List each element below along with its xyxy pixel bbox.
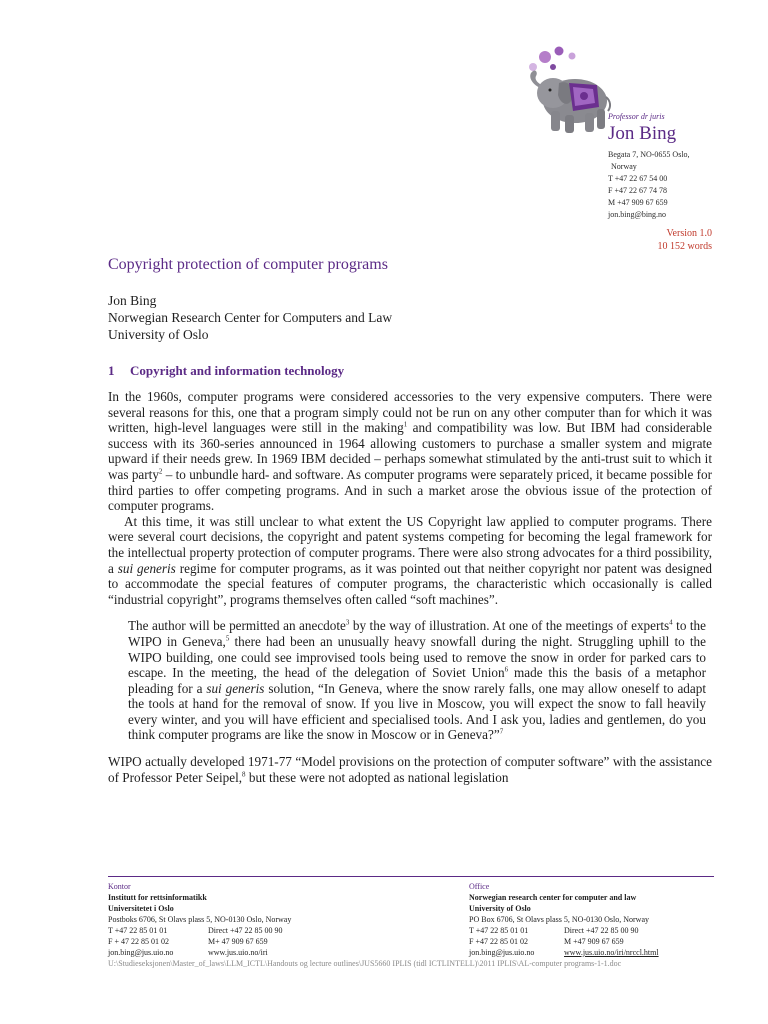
footnote-ref-3[interactable]: 3	[345, 618, 350, 627]
section-heading	[108, 363, 344, 379]
footer-university: University of Oslo	[469, 904, 531, 913]
footer-fax: F +47 22 85 01 02	[469, 937, 528, 946]
footnote-ref-1[interactable]: 1	[403, 420, 408, 429]
footer-mobile: M +47 909 67 659	[564, 937, 624, 946]
email-link[interactable]: jon.bing@bing.no	[608, 210, 667, 219]
footer-heading: Office	[469, 882, 490, 891]
file-path: U:\Studieseksjonen\Master_of_laws\LLM_ICTL\Handouts og lecture outlines\JUS5660 IPLIS (tidl ICTLINTELL)\2011 IPLIS\AL-computer programs-1-1.doc	[108, 959, 622, 968]
elephant-logo-icon	[503, 45, 615, 137]
author-university: University of Oslo	[108, 327, 209, 342]
letterhead	[608, 111, 690, 221]
paragraph-3: WIPO actually developed 1971-77 “Model provisions on the protection of computer software” with the assistance of Professor Peter Seipel,$^8$ but these were not adopted as national legislation	[108, 754, 712, 785]
phone-m: M +47 909 67 659	[608, 198, 668, 207]
footer-english	[469, 881, 719, 958]
block-quote: The author will be permitted an anecdote$^3$ by the way of illustration. At one of the meetings of experts$^4$ to the WIPO in Geneva,$^5$ there had been an unusually heavy snowfall during the night. Struggling uphill to the WIPO building, one could see improvised tools being used to remove the snow in order for parked cars to escape. In the meeting, the head of the delegation of Soviet Union$^6$ made this the basis of a metaphor pleading for a sui generis solution, “In Geneva, where the snow rarely falls, one may allow oneself to adapt the tools at hand for the removal of snow. If you live in Moscow, you will expect the snow to fall heavily every winter, and you will have efficient and specialised tools. And I ask you, ladies and gentlemen, do you think computer programs are like the snow in Moscow or in Geneva?”$^7$	[128, 618, 707, 743]
author-name: Jon Bing	[108, 293, 157, 308]
address-country: Norway	[611, 162, 637, 171]
footer-phone: T +47 22 85 01 01	[469, 926, 529, 935]
body-text	[108, 389, 712, 785]
footer-direct: Direct +47 22 85 00 90	[564, 926, 639, 935]
version-info	[658, 227, 712, 253]
professor-name: Jon Bing	[608, 123, 677, 144]
footnote-ref-2[interactable]: 2	[158, 467, 163, 476]
phone-t: T +47 22 67 54 00	[608, 174, 668, 183]
footer-address: PO Box 6706, St Olavs plass 5, NO-0130 Oslo, Norway	[469, 915, 649, 924]
author-block	[108, 292, 392, 343]
phone-f: F +47 22 67 74 78	[608, 186, 667, 195]
footer-divider	[108, 876, 714, 877]
footnote-ref-4[interactable]: 4	[669, 618, 673, 627]
footer-phone: T +47 22 85 01 01	[108, 926, 168, 935]
word-count: 10 152 words	[657, 241, 712, 252]
footer-email-link[interactable]: jon.bing@jus.uio.no	[469, 948, 535, 957]
footer-direct: Direct +47 22 85 00 90	[208, 926, 283, 935]
document-title: Copyright protection of computer programs	[108, 256, 388, 273]
footer-university: Universitetet i Oslo	[108, 904, 174, 913]
section-title: Copyright and information technology	[130, 363, 345, 378]
professor-title: Professor dr juris	[608, 112, 665, 121]
footer-fax: F + 47 22 85 01 02	[108, 937, 169, 946]
footer-address: Postboks 6706, St Olavs plass 5, NO-0130 Oslo, Norway	[108, 915, 292, 924]
address-line: Begata 7, NO-0655 Oslo,	[608, 150, 690, 159]
footnote-ref-8[interactable]: 8	[242, 770, 246, 779]
paragraph-2: At this time, it was still unclear to what extent the US Copyright law applied to computer programs. There were several court decisions, the copyright and patent systems competing for becoming the legal framework for the intellectual property protection of computer programs. There were also strong advocates for a third possibility, a sui generis regime for computer programs, as it was pointed out that neither copyright nor patent was designed to accommodate the special features of computer programs, the characteristic which occasionally is called “industrial copyright”, programs themselves often called “soft machines”.	[108, 513, 712, 607]
footer-email-link[interactable]: jon.bing@jus.uio.no	[108, 948, 174, 957]
footnote-ref-6[interactable]: 6	[504, 665, 509, 674]
footnote-ref-7[interactable]: 7	[499, 728, 504, 737]
footer-mobile: M+ 47 909 67 659	[208, 937, 268, 946]
author-organization: Norwegian Research Center for Computers and Law	[108, 310, 393, 325]
footer-norwegian	[108, 881, 458, 958]
footer-web-link[interactable]: www.jus.uio.no/iri/nrccl.html	[564, 948, 659, 957]
paragraph-1: In the 1960s, computer programs were considered accessories to the very expensive computers. There were several reasons for this, one that a program simply could not be run on any other computer than for which it was written, high-level languages were still in the making$^1$ and compatibility was low. But IBM had considerable success with its 360-series announced in 1964 allowing customers to purchase a smaller system and migrate upward if their needs grew. In 1969 IBM decided – perhaps somewhat stimulated by the anti-trust suit to which it was party$^2$ – to unbundle hard- and software. As computer programs were separately priced, it became possible for third parties to offer competing programs. And in such a market arose the obvious issue of the protection of computer programs.	[108, 389, 712, 514]
footer-institution: Institutt for rettsinformatikk	[108, 893, 207, 902]
footer-web-link[interactable]: www.jus.uio.no/iri	[208, 948, 268, 957]
footer-institution: Norwegian research center for computer and law	[469, 893, 637, 902]
section-number: 1	[108, 363, 115, 378]
footer-heading: Kontor	[108, 882, 131, 891]
footnote-ref-5[interactable]: 5	[225, 634, 230, 643]
version-label: Version 1.0	[666, 228, 712, 239]
